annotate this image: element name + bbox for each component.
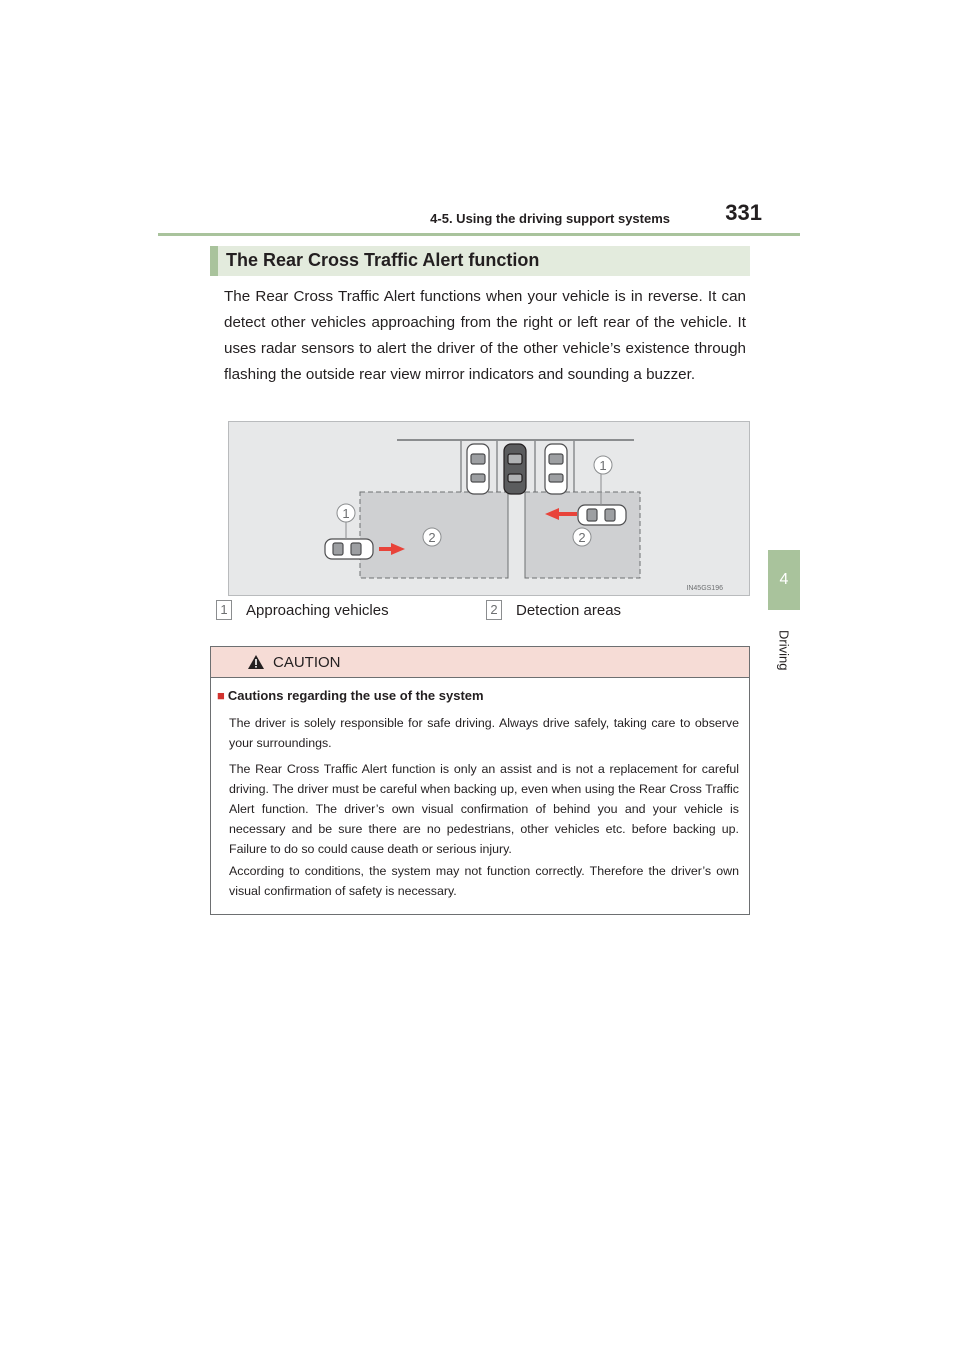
caution-box <box>210 646 750 915</box>
caution-paragraph: The Rear Cross Traffic Alert function is only an assist and is not a replacement for careful driving. The driver must be careful when backing up, even when using the Rear Cross Traffic Alert function. The driver’s own visual confirmation of behind you and your vehicle is necessary and be sure there are no pedestrians, other vehicles etc. before backing up. Failure to do so could cause death or serious injury. <box>229 762 739 856</box>
figure-code: IN45GS196 <box>686 585 723 592</box>
chapter-label: Driving <box>776 629 792 671</box>
caution-header <box>211 647 749 678</box>
caution-title: CAUTION <box>273 653 341 671</box>
caution-subheading <box>217 688 484 703</box>
legend-badge: 2 <box>486 600 502 620</box>
legend-badge: 1 <box>216 600 232 620</box>
warning-triangle-icon <box>247 654 265 670</box>
rcta-diagram-svg <box>229 422 749 595</box>
header-divider <box>158 233 800 236</box>
legend-label: Detection areas <box>516 601 622 619</box>
legend-item-approaching-vehicles <box>216 600 389 620</box>
caution-paragraph: The driver is solely responsible for safe driving. Always drive safely, taking care to observe your surroundings. <box>229 716 739 750</box>
caution-subheading-text: Cautions regarding the use of the system <box>227 688 484 703</box>
callout-label: 1 <box>342 506 350 521</box>
caution-paragraph: According to conditions, the system may not function correctly. Therefore the driver’s own visual confirmation of safety is necessary. <box>229 864 739 898</box>
section-body-text: The Rear Cross Traffic Alert functions when your vehicle is in reverse. It can detect other vehicles approaching from the right or left rear of the vehicle. It uses radar sensors to alert the driver of the other vehicle’s existence through flashing the outside rear view mirror indicators and sounding a buzzer. <box>224 288 746 383</box>
parked-car <box>545 444 567 494</box>
approaching-vehicle-right <box>578 505 626 525</box>
callout-label: 2 <box>428 530 436 545</box>
rcta-diagram <box>228 421 750 596</box>
callout-label: 1 <box>599 458 607 473</box>
header-section-title: 4-5. Using the driving support systems <box>430 211 670 226</box>
chapter-tab[interactable]: 4 <box>768 550 800 610</box>
approaching-vehicle-left <box>325 539 373 559</box>
legend-label: Approaching vehicles <box>246 601 389 619</box>
own-vehicle <box>504 444 526 494</box>
parked-car <box>467 444 489 494</box>
section-heading: The Rear Cross Traffic Alert function <box>210 246 750 276</box>
legend-item-detection-areas <box>486 600 621 620</box>
callout-label: 2 <box>578 530 586 545</box>
square-bullet-icon: ■ <box>217 688 225 703</box>
page-number: 331 <box>725 200 762 225</box>
